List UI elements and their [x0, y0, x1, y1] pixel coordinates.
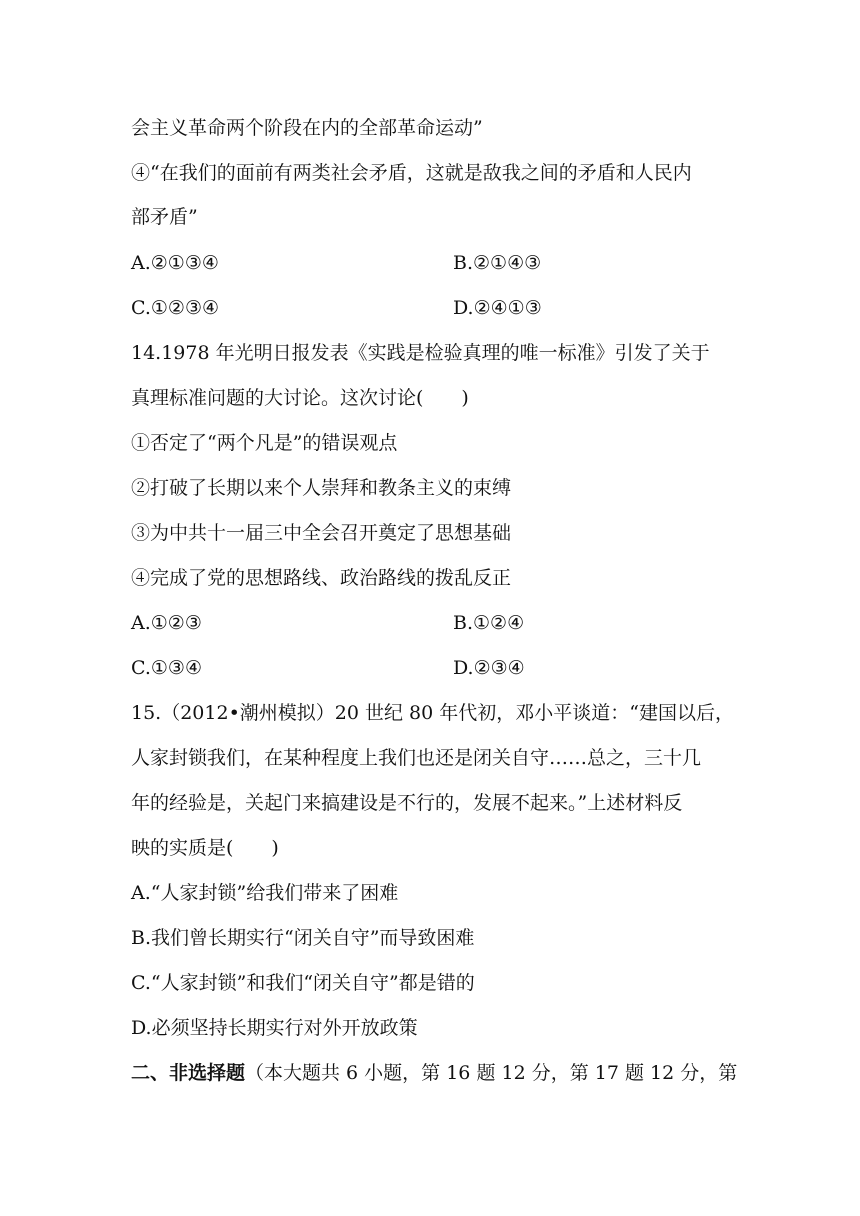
q15-option-c: C.“人家封锁”和我们“闭关自守”都是错的	[131, 972, 475, 994]
q14-option-b: B.①②④	[453, 612, 525, 634]
q13-text-line: 会主义革命两个阶段在内的全部革命运动”	[131, 117, 483, 139]
q14-item-2: ②打破了长期以来个人崇拜和教条主义的束缚	[131, 477, 512, 499]
q13-option-d: D.②④①③	[453, 297, 542, 319]
q14-option-d: D.②③④	[453, 657, 525, 679]
q14-item-3: ③为中共十一届三中全会召开奠定了思想基础	[131, 522, 512, 544]
q13-option-b: B.②①④③	[453, 252, 542, 274]
q15-stem-line1: 15.（2012•潮州模拟）20 世纪 80 年代初，邓小平谈道：“建国以后，	[131, 702, 734, 724]
q15-stem-line4: 映的实质是( )	[131, 837, 279, 859]
q15-option-a: A.“人家封锁”给我们带来了困难	[131, 882, 399, 904]
q14-stem-line2: 真理标准问题的大讨论。这次讨论( )	[131, 387, 469, 409]
q13-option-a: A.②①③④	[131, 252, 219, 274]
section-2-description: （本大题共 6 小题，第 16 题 12 分，第 17 题 12 分，第	[245, 1062, 738, 1084]
q14-item-1: ①否定了“两个凡是”的错误观点	[131, 432, 398, 454]
section-2-heading: 二、非选择题	[131, 1062, 246, 1084]
q15-stem-line3: 年的经验是，关起门来搞建设是不行的，发展不起来。”上述材料反	[131, 792, 683, 814]
q14-option-c: C.①③④	[131, 657, 202, 679]
q14-item-4: ④完成了党的思想路线、政治路线的拨乱反正	[131, 567, 512, 589]
q13-option-c: C.①②③④	[131, 297, 220, 319]
q13-item-4-line2: 部矛盾”	[131, 206, 198, 228]
q15-stem-line2: 人家封锁我们，在某种程度上我们也还是闭关自守……总之，三十几	[131, 747, 702, 769]
q13-item-4-line1: ④“在我们的面前有两类社会矛盾，这就是敌我之间的矛盾和人民内	[131, 162, 692, 184]
section-2-line	[131, 1061, 737, 1085]
q14-option-a: A.①②③	[131, 612, 202, 634]
q15-option-b: B.我们曾长期实行“闭关自守”而导致困难	[131, 927, 475, 949]
q14-stem-line1: 14.1978 年光明日报发表《实践是检验真理的唯一标准》引发了关于	[131, 342, 710, 364]
q15-option-d: D.必须坚持长期实行对外开放政策	[131, 1017, 418, 1039]
